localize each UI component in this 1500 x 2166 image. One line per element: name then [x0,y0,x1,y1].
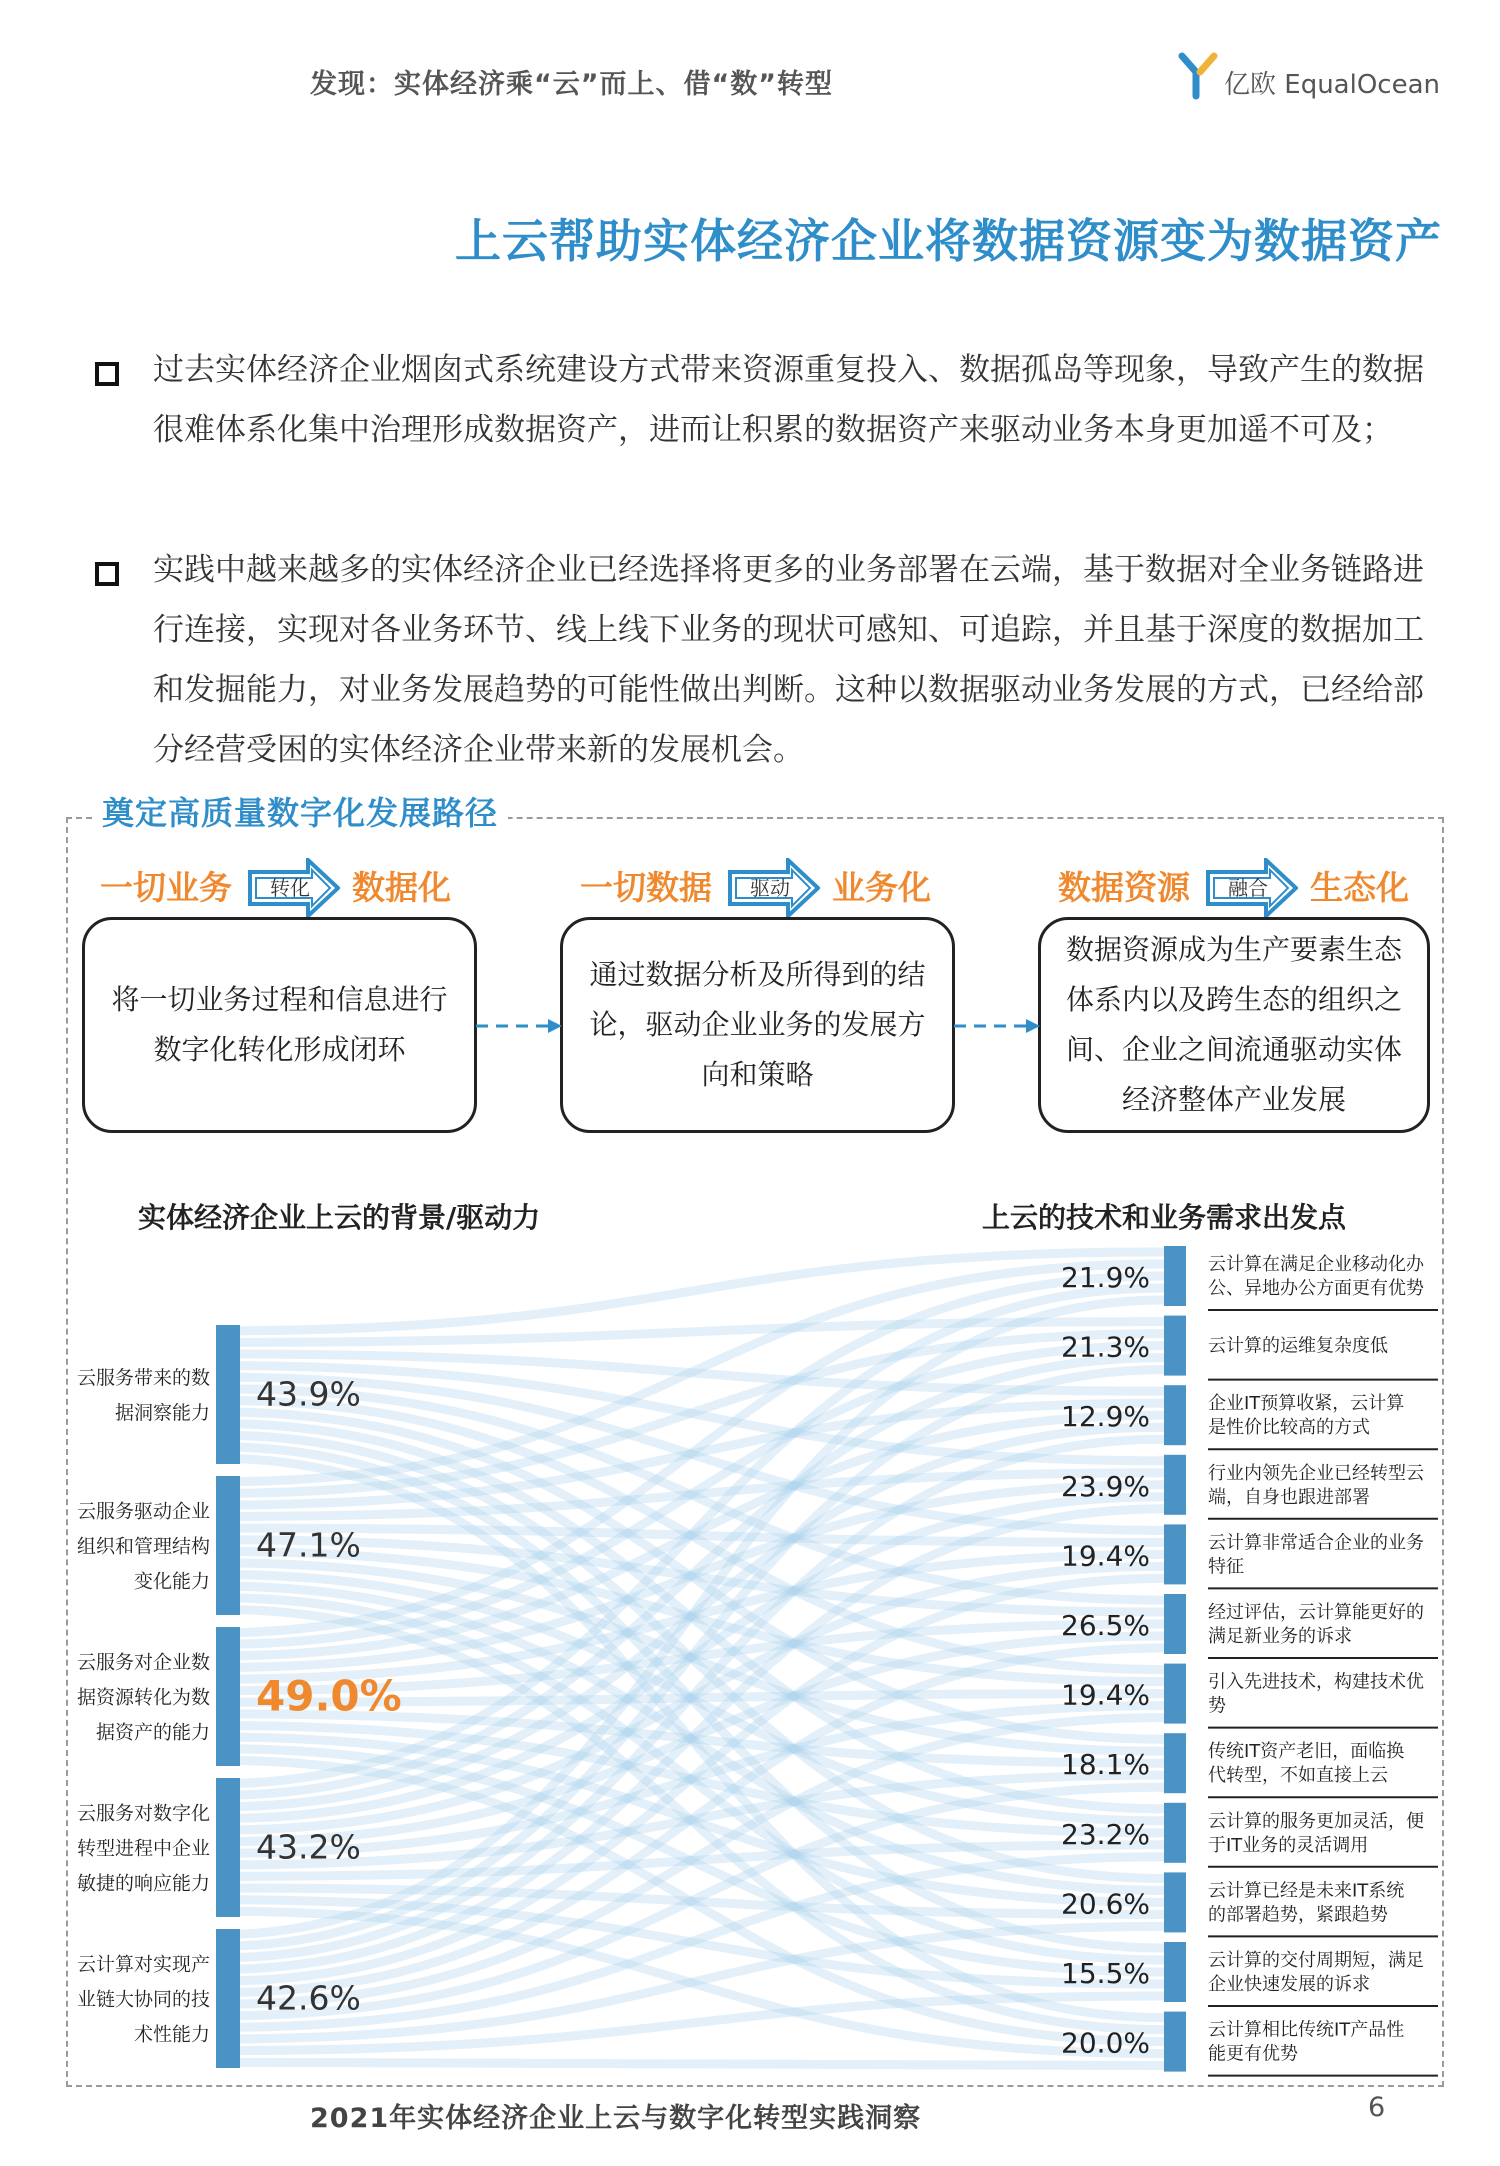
sankey-left-label-line: 云计算对实现产 [76,1953,210,1976]
stage-to: 生态化 [1310,868,1409,907]
sankey-right-label-line: 引入先进技术，构建技术优 [1208,1671,1424,1693]
stage-heading [1058,862,1458,912]
sankey-right-bar [1164,1385,1186,1445]
sankey-right-label [1208,2020,1404,2065]
sankey-right-value: 18.1% [1061,1748,1150,1782]
sankey-left-label-line: 云服务驱动企业 [76,1500,210,1523]
sankey-right-label [1208,1602,1424,1647]
sankey-right-bar [1164,1872,1186,1932]
path-title: 奠定高质量数字化发展路径 [92,788,508,834]
stage-box [560,917,955,1133]
sankey-right-label-line: 行业内领先企业已经转型云 [1208,1462,1424,1484]
equalocean-logo [1178,52,1440,102]
sankey-right-label-line: 公、异地办公方面更有优势 [1208,1278,1424,1299]
sankey-left-label-line: 据资产的能力 [95,1721,210,1744]
sankey-left-bar [216,1476,240,1615]
sankey-left-label [77,1501,210,1593]
bullet-text: 过去实体经济企业烟囱式系统建设方式带来资源重复投入、数据孤岛等现象，导致产生的数据很难体系化集中治理形成数据资产，进而让积累的数据资产来驱动业务本身更加遥不可及； [153,352,1424,448]
sankey-left-label-line: 据洞察能力 [114,1402,210,1424]
sankey-right-value: 21.3% [1061,1330,1150,1364]
sankey-left-label [77,1954,210,2046]
sankey-left-label [77,1652,210,1744]
stage-heading [100,862,500,912]
sankey-right-label [1208,1811,1424,1856]
page-number: 6 [1368,2092,1386,2123]
sankey-left-value: 49.0% [256,1671,402,1721]
footer-title: 2021年实体经济企业上云与数字化转型实践洞察 [310,2103,922,2134]
sankey-right-value: 19.4% [1061,1539,1150,1573]
stage-box [82,917,477,1133]
sankey-right-value: 21.9% [1061,1261,1150,1294]
bullet-item [95,540,1430,780]
sankey-right-bar [1164,1803,1186,1863]
sankey-left-label-line: 变化能力 [133,1570,210,1593]
sankey-left-label-line: 业链大协同的技 [76,1988,210,2011]
stage-desc: 数据资源成为生产要素生态体系内以及跨生态的组织之间、企业之间流通驱动实体经济整体产业发展 [1066,933,1403,1116]
sankey-left-label-line: 据资源转化为数 [76,1686,210,1709]
logo-wordmark: 亿欧 EqualOcean [1224,70,1440,100]
sankey-right-label-line: 满足新业务的诉求 [1208,1626,1352,1647]
sankey-right-value: 20.6% [1061,1887,1150,1921]
stage-from: 一切数据 [580,868,712,907]
sankey-right-label [1208,1950,1424,1995]
sankey-right-bar [1164,1246,1186,1306]
sankey-left-bar [216,1778,240,1917]
dashed-arrow-icon [474,1016,564,1036]
sankey-right-label-line: 云计算在满足企业移动化办 [1208,1254,1424,1275]
sankey-right-label-line: 云计算的运维复杂度低 [1208,1335,1388,1357]
sankey-right-label-line: 代转型，不如直接上云 [1208,1765,1388,1787]
sankey-right-label [1208,1741,1404,1786]
sankey-right-bar [1164,1664,1186,1724]
sankey-left-label-line: 敏捷的响应能力 [76,1872,210,1895]
stage-to: 数据化 [352,868,451,907]
sankey-right-label [1208,1880,1404,1925]
sankey-left-title: 实体经济企业上云的背景/驱动力 [138,1201,541,1234]
sankey-right-bar [1164,1524,1186,1584]
stage-from: 数据资源 [1058,868,1190,907]
sankey-right-bar [1164,1316,1186,1376]
sankey-right-value: 23.2% [1061,1817,1150,1851]
sankey-right-label [1208,1336,1388,1357]
stage-box [1038,917,1430,1133]
sankey-right-label-line: 的部署趋势，紧跟趋势 [1208,1904,1388,1926]
sankey-right-value: 20.0% [1061,2026,1150,2060]
square-bullet-icon [95,362,119,386]
page-title: 上云帮助实体经济企业将数据资源变为数据资产 [455,214,1442,268]
sankey-left-label-line: 云服务对数字化 [76,1802,210,1825]
stage-from: 一切业务 [100,868,232,907]
sankey-right-label [1208,1672,1424,1717]
sankey-right-value: 12.9% [1061,1400,1150,1434]
sankey-right-label-line: 端，自身也跟进部署 [1208,1486,1370,1508]
sankey-left-value: 43.2% [256,1827,361,1867]
sankey-right-bar [1164,1942,1186,2002]
sankey-left-value: 42.6% [256,1978,361,2018]
sankey-right-label-line: 是性价比较高的方式 [1208,1417,1370,1439]
sankey-right-value: 19.4% [1061,1678,1150,1712]
stage-verb: 融合 [1228,876,1268,900]
sankey-right-title: 上云的技术和业务需求出发点 [982,1201,1347,1234]
sankey-right-bar [1164,1733,1186,1793]
sankey-right-label [1208,1393,1404,1438]
sankey-right-label [1208,1254,1425,1299]
sankey-right-label-line: 企业快速发展的诉求 [1208,1974,1370,1995]
sankey-left-label-line: 术性能力 [133,2023,210,2046]
sankey-left-label-line: 云服务对企业数 [76,1651,210,1674]
sankey-left-label-line: 转型进程中企业 [76,1837,210,1860]
sankey-right-label-line: 势 [1208,1695,1226,1717]
sankey-right-value: 15.5% [1061,1957,1150,1990]
sankey-left-bar [216,1929,240,2068]
square-bullet-icon [95,562,119,586]
sankey-left-label [77,1803,210,1895]
bullet-item [95,340,1430,460]
sankey-right-label-line: 云计算已经是未来IT系统 [1208,1880,1405,1902]
sankey-right-label-line: 云计算的交付周期短，满足 [1208,1950,1424,1971]
sankey-flow [216,2062,1164,2065]
sankey-right-label-line: 经过评估，云计算能更好的 [1208,1602,1424,1623]
sankey-left-value: 47.1% [256,1525,361,1565]
sankey-right-label-line: 特征 [1208,1556,1244,1578]
sankey-right-label [1208,1463,1424,1508]
header-title: 发现：实体经济乘“云”而上、借“数”转型 [310,69,833,100]
sankey-left-label [77,1367,210,1424]
sankey-right-label [1208,1532,1424,1577]
sankey-right-bar [1164,2012,1186,2072]
sankey-right-value: 26.5% [1061,1609,1150,1642]
bullet-text: 实践中越来越多的实体经济企业已经选择将更多的业务部署在云端，基于数据对全业务链路进行连接，实现对各业务环节、线上线下业务的现状可感知、可追踪，并且基于深度的数据加工和发掘能力，对业务发展趋势的可能性做出判断。这种以数据驱动业务发展的方式，已经给部分经营受困的实体经济企业带来新的发展机会。 [153,552,1424,768]
sankey-chart [66,1240,1444,2086]
sankey-left-bar [216,1627,240,1766]
sankey-right-bar [1164,1594,1186,1654]
sankey-right-label-line: 云计算相比传统IT产品性 [1208,2019,1405,2041]
sankey-left-label-line: 组织和管理结构 [76,1535,210,1558]
sankey-right-label-line: 企业IT预算收紧，云计算 [1208,1393,1405,1415]
sankey-right-value: 23.9% [1061,1469,1150,1503]
logo-mark-icon [1178,52,1222,102]
stage-verb: 转化 [270,876,310,900]
sankey-right-label-line: 于IT业务的灵活调用 [1208,1834,1369,1856]
sankey-right-bar [1164,1455,1186,1515]
sankey-right-label-line: 传统IT资产老旧，面临换 [1208,1741,1405,1763]
dashed-arrow-icon [952,1016,1042,1036]
sankey-left-value: 43.9% [256,1374,361,1414]
sankey-left-label-line: 云服务带来的数 [76,1367,210,1389]
stage-desc: 将一切业务过程和信息进行数字化转化形成闭环 [111,983,448,1066]
stage-heading [580,862,980,912]
sankey-left-bar [216,1325,240,1464]
stage-to: 业务化 [832,868,931,907]
stage-verb: 驱动 [750,876,790,900]
sankey-right-label-line: 云计算的服务更加灵活，便 [1208,1810,1424,1832]
stage-desc: 通过数据分析及所得到的结论，驱动企业业务的发展方向和策略 [589,958,926,1091]
sankey-right-label-line: 能更有优势 [1208,2043,1298,2065]
sankey-right-label-line: 云计算非常适合企业的业务 [1208,1532,1424,1554]
